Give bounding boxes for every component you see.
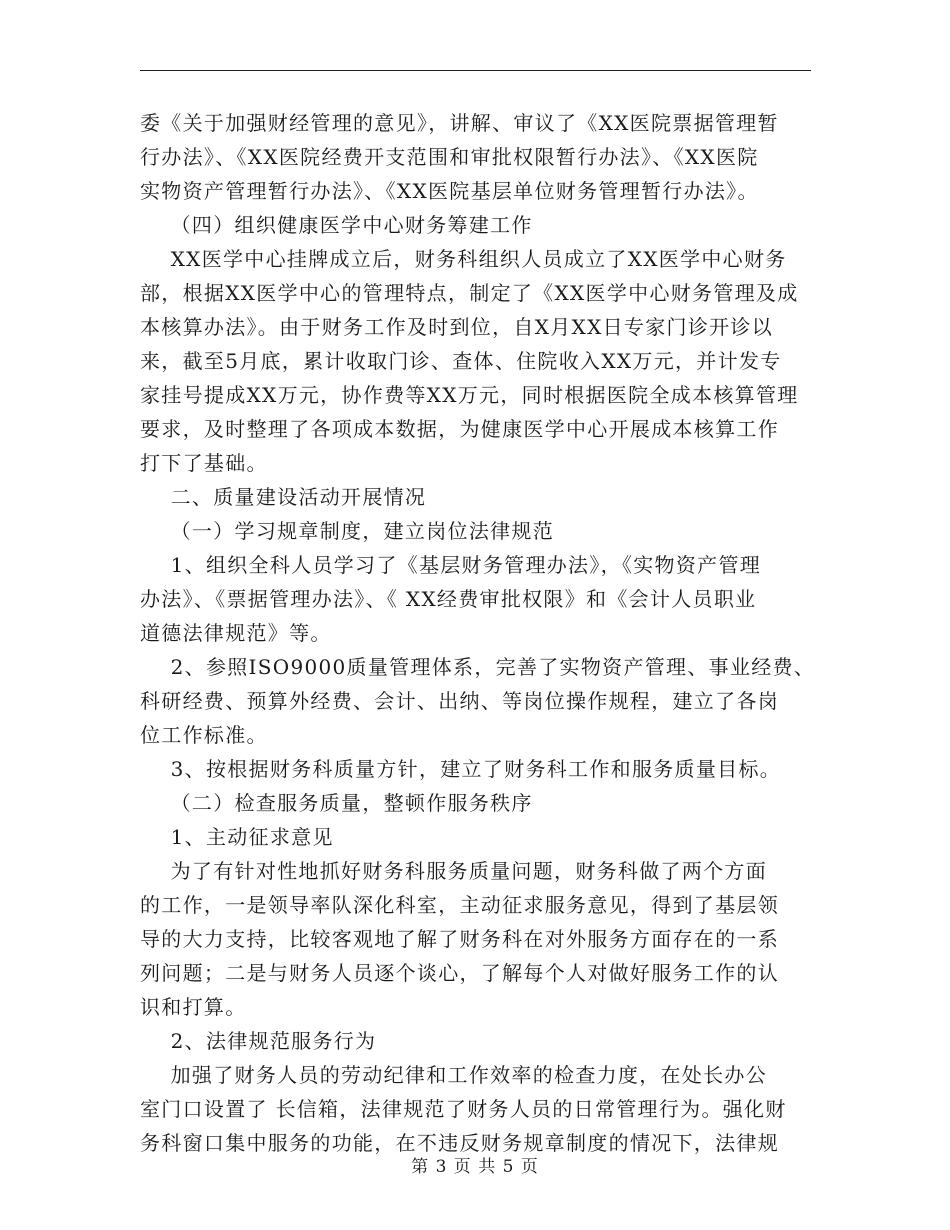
text-line: 来，截至5月底，累计收取门诊、查体、住院收入XX万元，并计发专: [140, 349, 782, 373]
document-body: [140, 106, 820, 1160]
text-line: 务科窗口集中服务的功能，在不违反财务规章制度的情况下，法律规: [140, 1131, 779, 1155]
text-line: 实物资产管理暂行办法》、《XX医院基层单位财务管理暂行办法》。: [140, 179, 759, 203]
section-heading: （四）组织健康医学中心财务筹建工作: [140, 213, 533, 237]
section-heading: 1、主动征求意见: [140, 825, 334, 849]
section-heading: （二）检查服务质量，整顿作服务秩序: [140, 791, 533, 815]
text-line: 的工作，一是领导率队深化科室，主动征求服务意见，得到了基层领: [140, 893, 779, 917]
text-line: 位工作标准。: [140, 723, 268, 747]
text-line: 加强了财务人员的劳动纪律和工作效率的检查力度，在处长办公: [140, 1063, 768, 1087]
text-line: 办法》、《票据管理办法》、《 XX经费审批权限》和《会计人员职业: [140, 587, 757, 611]
text-line: 科研经费、预算外经费、会计、出纳、等岗位操作规程，建立了各岗: [140, 689, 779, 713]
text-line: 要求，及时整理了各项成本数据，为健康医学中心开展成本核算工作: [140, 417, 779, 441]
text-line: 为了有针对性地抓好财务科服务质量问题，财务科做了两个方面: [140, 859, 768, 883]
text-line: 打下了基础。: [140, 451, 268, 475]
page-number-footer: 第 3 页 共 5 页: [411, 1157, 539, 1177]
text-line: 室门口设置了 长信箱，法律规范了财务人员的日常管理行为。强化财: [140, 1097, 787, 1121]
header-rule: [140, 70, 811, 71]
section-heading: 2、法律规范服务行为: [140, 1029, 377, 1053]
text-line: 2、参照ISO9000质量管理体系，完善了实物资产管理、事业经费、: [140, 655, 816, 679]
text-line: 道德法律规范》等。: [140, 621, 332, 645]
text-line: 委《关于加强财经管理的意见》，讲解、审议了《XX医院票据管理暂: [140, 111, 779, 135]
text-line: 家挂号提成XX万元，协作费等XX万元，同时根据医院全成本核算管理: [140, 383, 799, 407]
section-heading: （一）学习规章制度，建立岗位法律规范: [140, 519, 555, 543]
text-line: XX医学中心挂牌成立后，财务科组织人员成立了XX医学中心财务: [140, 247, 787, 271]
text-line: 1、组织全科人员学习了《基层财务管理办法》，《实物资产管理: [140, 553, 762, 577]
text-line: 导的大力支持，比较客观地了解了财务科在对外服务方面存在的一系: [140, 927, 779, 951]
text-line: 识和打算。: [140, 995, 247, 1019]
section-heading: 二、质量建设活动开展情况: [140, 485, 427, 509]
text-line: 本核算办法》。由于财务工作及时到位，自X月XX日专家门诊开诊以: [140, 315, 774, 339]
text-line: 行办法》、《XX医院经费开支范围和审批权限暂行办法》、《XX医院: [140, 145, 759, 169]
text-line: 3、按根据财务科质量方针，建立了财务科工作和服务质量目标。: [140, 757, 782, 781]
text-line: 部，根据XX医学中心的管理特点，制定了《XX医学中心财务管理及成: [140, 281, 799, 305]
text-line: 列问题；二是与财务人员逐个谈心，了解每个人对做好服务工作的认: [140, 961, 779, 985]
